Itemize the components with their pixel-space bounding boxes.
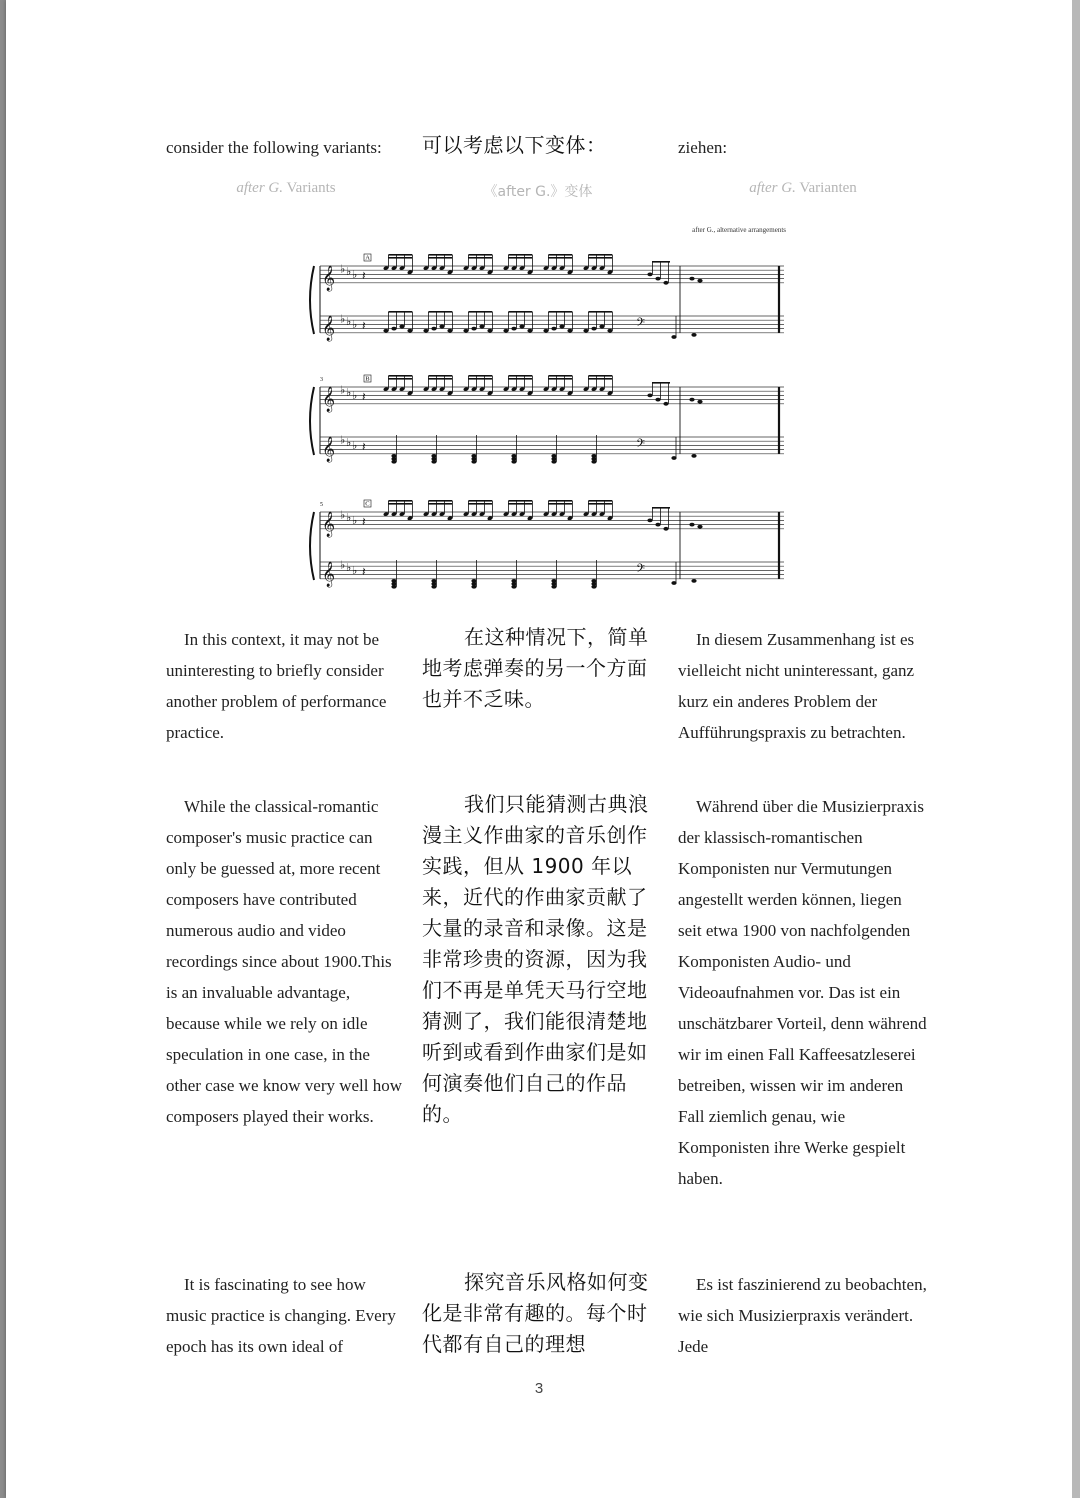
beam: [588, 311, 612, 313]
caption-de-italic: after G.: [749, 180, 796, 196]
key-flat: ♭: [346, 386, 352, 400]
chord-note-head: [591, 585, 596, 589]
caption-de-rest: Varianten: [795, 180, 857, 196]
beam: [428, 254, 452, 256]
beam: [468, 311, 492, 313]
paragraph-2-zh: 我们只能猜测古典浪漫主义作曲家的音乐创作实践，但从 1900 年以来，近代的作曲家贡献了大量的录音和录像。这是非常珍贵的资源，因为我们不再是单凭天马行空地猜测了，我们能很清楚地听到或看到作曲家们是如何演奏他们自己的作品的。: [422, 792, 649, 1126]
beam: [388, 500, 412, 502]
note-head: [689, 398, 694, 402]
paragraph-2-en: While the classical-romantic composer's music practice can only be guessed at, more recent composers have contributed numerous audio and video recordings since about 1900.This is an invaluable advantage, because while we rely on idle speculation in one case, in the other case we know very well how composers played their works.: [166, 797, 403, 1126]
bass-clef: 𝄢: [636, 437, 646, 454]
note-head: [663, 527, 668, 531]
beam: [388, 375, 412, 377]
beam: [588, 257, 612, 259]
bar-number: 5: [320, 502, 323, 508]
beam: [428, 503, 452, 505]
note-head: [551, 327, 556, 331]
key-flat: ♭: [346, 511, 352, 525]
beam: [428, 375, 452, 377]
paragraph-1-de: In diesem Zusammenhang ist es vielleicht nicht uninteressant, ganz kurz ein anderes Problem der Aufführungspraxis zu betrachten.: [678, 630, 915, 742]
note-head: [691, 333, 696, 337]
chord-note-head: [551, 585, 556, 589]
note-head: [697, 525, 702, 529]
key-flat: ♭: [340, 262, 346, 276]
note-head: [431, 327, 436, 331]
treble-clef: 𝄞: [322, 511, 336, 537]
note-head: [407, 329, 412, 333]
note-head: [647, 394, 652, 398]
score-caption: after G., alternative arrangements: [692, 226, 786, 234]
intro-en: consider the following variants:: [166, 138, 382, 157]
beam: [508, 311, 532, 313]
chord-note-head: [511, 460, 516, 464]
bass-clef-start: 𝄞: [322, 315, 336, 341]
document-page: [6, 0, 1072, 1498]
key-flat: ♭: [346, 436, 352, 450]
rehearsal-label: A: [365, 254, 370, 262]
beam: [548, 375, 572, 377]
rehearsal-label: B: [365, 375, 370, 383]
beam: [388, 503, 412, 505]
key-flat: ♭: [352, 268, 358, 282]
beam: [428, 500, 452, 502]
beam: [652, 261, 670, 263]
beam: [428, 257, 452, 259]
beam: [508, 254, 532, 256]
note-head: [647, 519, 652, 523]
beam: [388, 257, 412, 259]
beam: [548, 311, 572, 313]
paragraph-3-zh: 探究音乐风格如何变化是非常有趣的。每个时代都有自己的理想: [422, 1270, 649, 1356]
brace: [310, 512, 314, 580]
key-flat: ♭: [346, 265, 352, 279]
chord-note-head: [391, 460, 396, 464]
key-flat: ♭: [340, 558, 346, 572]
note-head: [383, 329, 388, 333]
note-head: [689, 277, 694, 281]
key-flat: ♭: [352, 564, 358, 578]
note-head: [607, 329, 612, 333]
chord-note-head: [591, 460, 596, 464]
beam: [508, 375, 532, 377]
beam: [652, 507, 670, 509]
chord-note-head: [431, 460, 436, 464]
rest: 𝄽: [362, 389, 366, 404]
treble-clef: 𝄞: [322, 265, 336, 291]
note-head: [647, 273, 652, 277]
caption-de: [678, 180, 928, 197]
beam: [508, 257, 532, 259]
chord-note-head: [391, 585, 396, 589]
beam: [508, 378, 532, 380]
beam: [548, 378, 572, 380]
note-head: [697, 400, 702, 404]
key-flat: ♭: [340, 508, 346, 522]
rehearsal-label: C: [365, 500, 370, 508]
note-head: [591, 327, 596, 331]
paragraph-1-en: In this context, it may not be uninteresting to briefly consider another problem of performance practice.: [166, 630, 387, 742]
key-flat: ♭: [340, 433, 346, 447]
paragraph-3-de: Es ist faszinierend zu beobachten, wie sich Musizierpraxis verändert. Jede: [678, 1275, 927, 1356]
paragraph-1-zh: 在这种情况下，简单地考虑弹奏的另一个方面也并不乏味。: [422, 625, 649, 711]
note-head: [487, 329, 492, 333]
beam: [588, 378, 612, 380]
chord-note-head: [471, 460, 476, 464]
bass-clef-start: 𝄞: [322, 436, 336, 462]
key-flat: ♭: [352, 514, 358, 528]
chord-note-head: [511, 585, 516, 589]
key-flat: ♭: [352, 389, 358, 403]
caption-en-italic: after G.: [236, 180, 284, 196]
key-flat: ♭: [340, 312, 346, 326]
music-score: [306, 222, 792, 592]
beam: [468, 257, 492, 259]
rest: 𝄽: [362, 564, 366, 579]
note-head: [663, 281, 668, 285]
note-head: [697, 279, 702, 283]
note-head: [567, 329, 572, 333]
note-head: [691, 454, 696, 458]
key-flat: ♭: [346, 561, 352, 575]
beam: [588, 375, 612, 377]
beam: [588, 254, 612, 256]
note-head: [463, 329, 468, 333]
beam: [588, 503, 612, 505]
beam: [468, 503, 492, 505]
note-head: [527, 329, 532, 333]
paragraph-2-de: Während über die Musizierpraxis der klassisch-romantischen Komponisten nur Vermutungen angestellt werden können, liegen seit etwa 1900 von nachfolgenden Komponisten Audio- und Videoaufnahmen vor. Das ist ein unschätzbarer Vorteil, denn während wir im einen Fall Kaffeesatzleserei betreiben, wissen wir im anderen Fall ziemlich genau, wie Komponisten ihre Werke gespielt haben.: [678, 797, 927, 1188]
note-head: [447, 329, 452, 333]
beam: [388, 311, 412, 313]
note-head: [439, 325, 444, 329]
caption-en-rest: Variants: [283, 180, 336, 196]
note-head: [503, 329, 508, 333]
beam: [652, 382, 670, 384]
beam: [428, 378, 452, 380]
note-head: [559, 325, 564, 329]
beam: [388, 254, 412, 256]
key-flat: ♭: [340, 383, 346, 397]
beam: [428, 311, 452, 313]
key-flat: ♭: [352, 439, 358, 453]
note-head: [691, 579, 696, 583]
beam: [548, 503, 572, 505]
intro-de: ziehen:: [678, 138, 728, 157]
beam: [548, 254, 572, 256]
beam: [548, 500, 572, 502]
note-head: [479, 325, 484, 329]
note-head: [655, 398, 660, 402]
brace: [310, 387, 314, 455]
note-head: [519, 325, 524, 329]
beam: [508, 503, 532, 505]
note-head: [423, 329, 428, 333]
rest: 𝄽: [362, 318, 366, 333]
bar-number: 3: [320, 377, 323, 383]
treble-clef: 𝄞: [322, 386, 336, 412]
bass-clef-start: 𝄞: [322, 561, 336, 587]
beam: [388, 378, 412, 380]
rest: 𝄽: [362, 268, 366, 283]
caption-en: [166, 180, 406, 197]
key-flat: ♭: [346, 315, 352, 329]
chord-note-head: [471, 585, 476, 589]
bass-clef: 𝄢: [636, 316, 646, 333]
brace: [310, 266, 314, 334]
note-head: [511, 327, 516, 331]
beam: [468, 500, 492, 502]
note-head: [391, 327, 396, 331]
note-head: [399, 325, 404, 329]
page-number: 3: [534, 1380, 544, 1397]
beam: [468, 375, 492, 377]
caption-zh: 《after G.》变体: [483, 184, 593, 200]
rest: 𝄽: [362, 514, 366, 529]
note-head: [583, 329, 588, 333]
page-shadow-right: [1072, 0, 1080, 1498]
note-head: [599, 325, 604, 329]
beam: [548, 257, 572, 259]
note-head: [655, 277, 660, 281]
note-head: [689, 523, 694, 527]
chord-note-head: [431, 585, 436, 589]
paragraph-3-en: It is fascinating to see how music practice is changing. Every epoch has its own ideal of: [166, 1275, 396, 1356]
beam: [588, 500, 612, 502]
rest: 𝄽: [362, 439, 366, 454]
beam: [508, 500, 532, 502]
note-head: [471, 327, 476, 331]
beam: [468, 254, 492, 256]
beam: [468, 378, 492, 380]
note-head: [663, 402, 668, 406]
intro-zh: 可以考虑以下变体：: [422, 133, 607, 157]
note-head: [543, 329, 548, 333]
chord-note-head: [551, 460, 556, 464]
note-head: [655, 523, 660, 527]
key-flat: ♭: [352, 318, 358, 332]
bass-clef: 𝄢: [636, 562, 646, 579]
